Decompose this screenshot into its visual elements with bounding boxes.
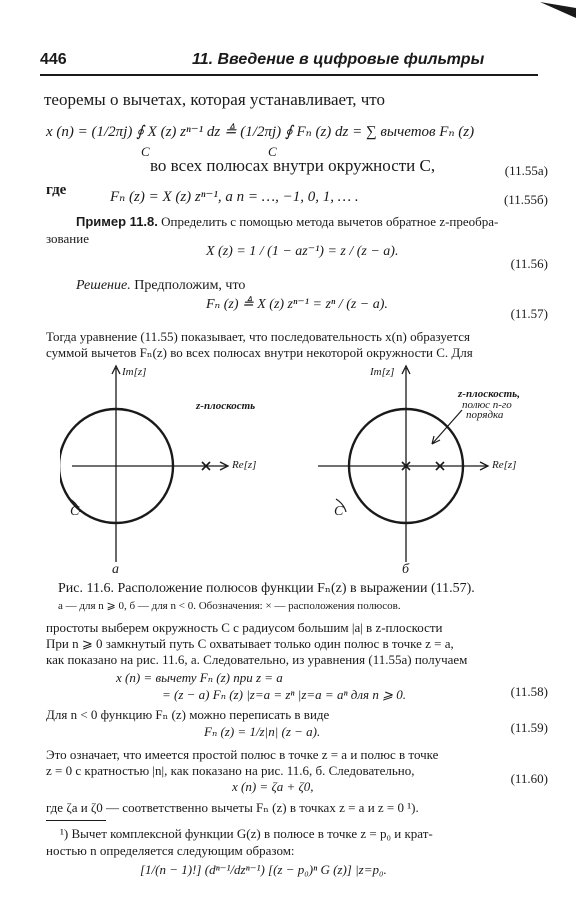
solution-label: Решение.: [76, 278, 131, 293]
equation-11-55a: x (n) = (1/2πj) ∮ X (z) zⁿ⁻¹ dz ≜ (1/2πj) ∮ Fₙ (z) dz = ∑ вычетов Fₙ (z): [46, 124, 475, 140]
contour-label-left: C: [70, 504, 80, 519]
equation-11-56: X (z) = 1 / (1 − az⁻¹) = z / (z − a).: [206, 244, 399, 259]
axis-label-im-right: Im[z]: [370, 366, 395, 378]
pole-order-label-2: порядка: [466, 409, 504, 421]
paragraph-line: Это означает, что имеется простой полюс в точке z = a и полюс в точке: [46, 747, 439, 762]
paragraph-line: Тогда уравнение (11.55) показывает, что последовательность x(n) образуется: [46, 329, 471, 344]
equation-number: (11.59): [510, 720, 548, 735]
axis-label-re-right: Re[z]: [492, 459, 517, 471]
equation-number: (11.58): [510, 684, 548, 699]
axis-label-im-left: Im[z]: [122, 366, 147, 378]
figure-caption: Рис. 11.6. Расположение полюсов функции Fₙ(z) в выражении (11.57).: [58, 581, 475, 596]
text-line: теоремы о вычетах, которая устанавливает, что: [44, 90, 385, 109]
paragraph-line: простоты выберем окружность C с радиусом большим |a| в z-плоскости: [46, 620, 443, 635]
contour-symbol: C: [268, 144, 277, 159]
paragraph-line: z = 0 с кратностью |n|, как показано на рис. 11.6, б. Следовательно,: [46, 763, 415, 778]
equation-number: (11.60): [510, 771, 548, 786]
example-text-cont: зование: [46, 231, 89, 246]
equation-11-55b: Fₙ (z) = X (z) zⁿ⁻¹, а n = …, −1, 0, 1, … .: [110, 189, 359, 205]
paragraph-line: как показано на рис. 11.6, а. Следовательно, из уравнения (11.55а) получаем: [46, 652, 468, 667]
page-header: [40, 51, 540, 73]
paragraph-line: суммой вычетов Fₙ(z) во всех полюсах внутри некоторой окружности C. Для: [46, 345, 473, 360]
paragraph-line: При n ⩾ 0 замкнутый путь C охватывает только один полюс в точке z = a,: [46, 636, 454, 651]
paragraph-line: Для n < 0 функцию Fₙ (z) можно переписать в виде: [46, 707, 330, 722]
footnote-rule: [46, 820, 106, 821]
panel-label-a: а: [112, 562, 119, 577]
axis-label-re-left: Re[z]: [232, 459, 257, 471]
text-word: где: [46, 182, 67, 198]
panel-a: [60, 366, 228, 562]
footnote-equation: [1/(n − 1)!] (dⁿ⁻¹/dzⁿ⁻¹) [(z − p₀)ⁿ G (z)] |z=p₀.: [140, 862, 387, 877]
footnote-line: ностью n определяется следующим образом:: [46, 843, 295, 858]
figure-caption-legend: а — для n ⩾ 0, б — для n < 0. Обозначения: × — расположения полюсов.: [58, 600, 401, 612]
equation-tail: во всех полюсах внутри окружности C,: [150, 156, 436, 175]
equation-number: (11.57): [510, 306, 548, 321]
page-corner-mark: [538, 0, 578, 20]
plane-label-left: z-плоскость: [196, 400, 256, 412]
contour-label-right: C: [334, 504, 344, 519]
panel-label-b: б: [402, 562, 410, 577]
solution-text: Предположим, что: [134, 278, 246, 293]
equation-number: (11.56): [510, 256, 548, 271]
equation-number: (11.55а): [504, 163, 548, 178]
footnote-line: ¹) Вычет комплексной функции G(z) в полюсе в точке z = p₀ и крат-: [60, 826, 433, 841]
chapter-title: 11. Введение в цифровые фильтры: [192, 51, 485, 68]
contour-symbol: C: [141, 144, 150, 159]
figure-11-6: [60, 362, 530, 587]
equation-11-58b: = (z − a) Fₙ (z) |z=a = zⁿ |z=a = aⁿ для n ⩾ 0.: [162, 687, 406, 702]
equation-number: (11.55б): [503, 192, 548, 207]
page-number: 446: [40, 51, 67, 68]
pole-order-label: полюс n-го: [462, 399, 512, 411]
paragraph-line: где ζa и ζ0 — соответственно вычеты Fₙ (z) в точках z = a и z = 0 ¹).: [46, 800, 419, 815]
equation-11-59: Fₙ (z) = 1/z|n| (z − a).: [204, 724, 321, 739]
example-label: Пример 11.8.: [76, 214, 158, 229]
equation-11-57: Fₙ (z) ≜ X (z) zⁿ⁻¹ = zⁿ / (z − a).: [206, 297, 388, 312]
equation-11-60: x (n) = ζa + ζ0,: [232, 779, 314, 794]
plane-label-right: z-плоскость,: [458, 388, 520, 400]
example-text: Определить с помощью метода вычетов обратное z-преобра-: [161, 214, 499, 229]
header-rule: [40, 74, 538, 76]
equation-11-58a: x (n) = вычету Fₙ (z) при z = a: [116, 670, 283, 685]
